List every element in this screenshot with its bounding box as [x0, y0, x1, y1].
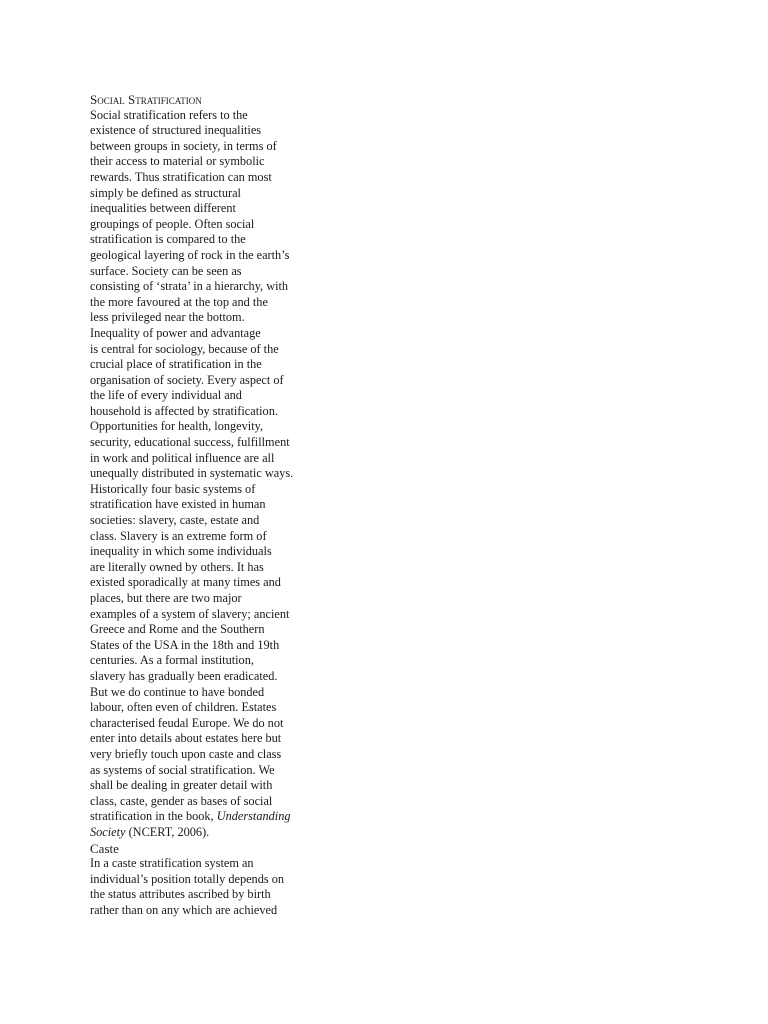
text-line: shall be dealing in greater detail with	[90, 778, 273, 793]
text-line: simply be defined as structural	[90, 185, 241, 200]
text-line: centuries. As a formal institution,	[90, 653, 254, 668]
text-line: geological layering of rock in the earth’s	[90, 247, 290, 262]
text-line: Social stratification refers to the	[90, 107, 248, 122]
text-line: stratification have existed in human	[90, 497, 266, 512]
text-line: crucial place of stratification in the	[90, 357, 262, 372]
text-line: very briefly touch upon caste and class	[90, 746, 282, 761]
text-line: States of the USA in the 18th and 19th	[90, 637, 280, 652]
text-line: But we do continue to have bonded	[90, 684, 265, 699]
text-line: examples of a system of slavery; ancient	[90, 606, 290, 621]
book-title-part-1: Understanding	[216, 809, 291, 824]
text-line: their access to material or symbolic	[90, 154, 265, 169]
caste-paragraph	[90, 856, 330, 918]
text-line: existence of structured inequalities	[90, 123, 262, 138]
section-heading: Social Stratification	[90, 92, 202, 107]
book-title-part-2: Society	[90, 824, 126, 839]
text-line: Inequality of power and advantage	[90, 325, 261, 340]
text-line: are literally owned by others. It has	[90, 559, 264, 574]
text-line: security, educational success, fulfillment	[90, 435, 290, 450]
text-line: stratification is compared to the	[90, 232, 246, 247]
text-line: rewards. Thus stratification can most	[90, 169, 272, 184]
text-line: consisting of ‘strata’ in a hierarchy, with	[90, 279, 289, 294]
text-line: slavery has gradually been eradicated.	[90, 668, 278, 683]
text-line: organisation of society. Every aspect of	[90, 372, 284, 387]
text-line: places, but there are two major	[90, 591, 242, 605]
text-line: Historically four basic systems of	[90, 481, 256, 496]
text-line: unequally distributed in systematic ways.	[90, 466, 294, 481]
text-line: societies: slavery, caste, estate and	[90, 513, 260, 528]
text-line: class, caste, gender as bases of social	[90, 793, 273, 808]
text-line: enter into details about estates here but	[90, 731, 282, 746]
text-line: characterised feudal Europe. We do not	[90, 715, 284, 730]
text-line: the status attributes ascribed by birth	[90, 887, 271, 902]
text-line: labour, often even of children. Estates	[90, 700, 277, 715]
text-line: inequality in which some individuals	[90, 544, 272, 559]
text-line: inequalities between different	[90, 201, 236, 216]
citation-line-2: Society (NCERT, 2006).	[90, 824, 210, 839]
text-line: class. Slavery is an extreme form of	[90, 528, 267, 543]
body-paragraph	[90, 108, 330, 810]
citation-line: stratification in the book, Understanding	[90, 809, 291, 824]
text-line: surface. Society can be seen as	[90, 263, 242, 278]
text-line: Opportunities for health, longevity,	[90, 419, 264, 434]
text-column	[90, 92, 330, 918]
text-line: the life of every individual and	[90, 388, 242, 403]
text-line: between groups in society, in terms of	[90, 138, 277, 153]
text-line: In a caste stratification system an	[90, 856, 254, 871]
caste-heading: Caste	[90, 840, 119, 856]
text-line: less privileged near the bottom.	[90, 310, 245, 325]
text-line: rather than on any which are achieved	[90, 902, 278, 917]
text-line: Greece and Rome and the Southern	[90, 622, 265, 637]
text-line: existed sporadically at many times and	[90, 575, 281, 590]
text-line: is central for sociology, because of the	[90, 341, 279, 356]
text-line: as systems of social stratification. We	[90, 762, 275, 777]
text-line: household is affected by stratification.	[90, 403, 278, 418]
text-line: groupings of people. Often social	[90, 216, 255, 231]
text-line: in work and political influence are all	[90, 450, 275, 465]
text-line: individual’s position totally depends on	[90, 871, 285, 886]
text-line: the more favoured at the top and the	[90, 294, 268, 309]
